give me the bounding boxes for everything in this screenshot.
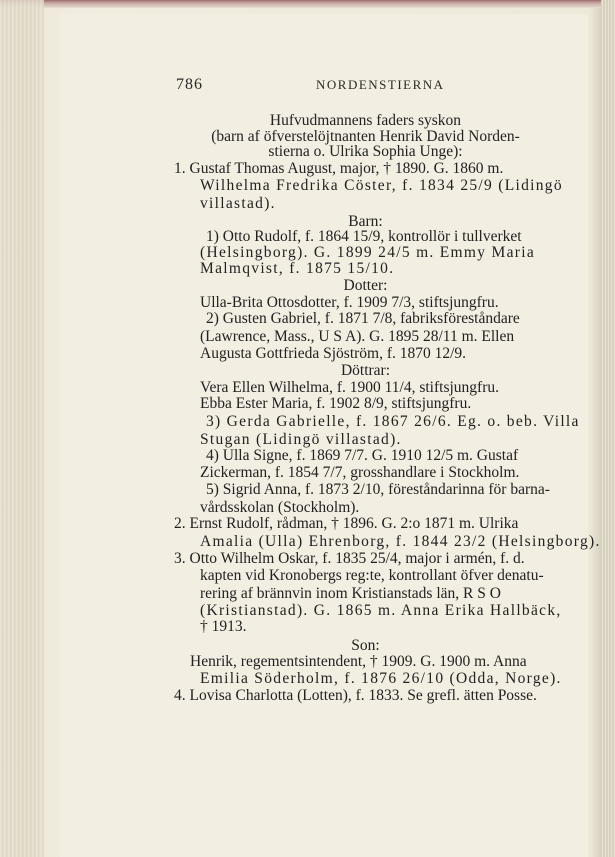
text-line: † 1913.: [200, 618, 247, 635]
text-line: villastad).: [200, 195, 276, 212]
text-line: 3. Otto Wilhelm Oskar, f. 1835 25/4, major i armén, f. d.: [174, 550, 525, 567]
text-line: Amalia (Ulla) Ehrenborg, f. 1844 23/2 (Helsingborg).: [200, 533, 601, 550]
text-line: 2. Ernst Rudolf, rådman, † 1896. G. 2:o 1871 m. Ulrika: [174, 515, 519, 532]
text-line: rering af brännvin inom Kristianstads län, R S O: [200, 585, 501, 602]
text-line: 1. Gustaf Thomas August, major, † 1890. G. 1860 m.: [174, 160, 504, 177]
text-line: 3) Gerda Gabrielle, f. 1867 26/6. Eg. o. beb. Villa: [206, 413, 580, 430]
text-line: Döttrar:: [340, 362, 391, 379]
text-line: Hufvudmannens faders syskon: [269, 112, 462, 129]
text-line: (Lawrence, Mass., U S A). G. 1895 28/11 m. Ellen: [200, 328, 515, 345]
text-line: (Helsingborg). G. 1899 24/5 m. Emmy Maria: [200, 244, 535, 261]
text-line: Ulla-Brita Ottosdotter, f. 1909 7/3, stiftsjungfru.: [200, 294, 499, 311]
text-line: 1) Otto Rudolf, f. 1864 15/9, kontrollör i tullverket: [206, 228, 522, 245]
text-line: Son:: [351, 637, 380, 654]
text-line: Dotter:: [343, 277, 388, 294]
text-line: Emilia Söderholm, f. 1876 26/10 (Odda, Norge).: [200, 670, 562, 687]
text-line: (Kristianstad). G. 1865 m. Anna Erika Hallbäck,: [200, 602, 562, 619]
text-line: Vera Ellen Wilhelma, f. 1900 11/4, stiftsjungfru.: [200, 379, 499, 396]
text-line: 4. Lovisa Charlotta (Lotten), f. 1833. Se grefl. ätten Posse.: [174, 687, 537, 704]
page-stack-right: [601, 0, 615, 857]
page-number: 786: [176, 76, 203, 93]
text-line: (barn af öfverstelöjtnanten Henrik David Norden-: [211, 128, 520, 145]
page-header: [176, 76, 576, 94]
text-line: 5) Sigrid Anna, f. 1873 2/10, föreståndarinna för barna-: [206, 481, 550, 498]
text-line: Barn:: [348, 213, 383, 230]
page-top-edge: [0, 0, 615, 8]
text-line: Wilhelma Fredrika Cöster, f. 1834 25/9 (Lidingö: [200, 177, 563, 194]
page-stack-left: [0, 0, 44, 857]
text-line: 2) Gusten Gabriel, f. 1871 7/8, fabriksföreståndare: [206, 310, 520, 327]
text-line: vårdsskolan (Stockholm).: [200, 499, 360, 516]
text-line: 4) Ulla Signe, f. 1869 7/7. G. 1910 12/5 m. Gustaf: [206, 447, 519, 464]
text-line: Ebba Ester Maria, f. 1902 8/9, stiftsjungfru.: [200, 395, 472, 412]
text-line: Malmqvist, f. 1875 15/10.: [200, 260, 395, 277]
text-line: Stugan (Lidingö villastad).: [200, 431, 402, 448]
text-line: Henrik, regementsintendent, † 1909. G. 1900 m. Anna: [190, 653, 527, 670]
text-line: Augusta Gottfrieda Sjöström, f. 1870 12/9.: [200, 345, 467, 362]
text-line: kapten vid Kronobergs reg:te, kontrollant öfver denatu-: [200, 567, 544, 584]
text-line: stierna o. Ulrika Sophia Unge):: [268, 143, 463, 160]
running-head: NORDENSTIERNA: [316, 77, 445, 92]
text-line: Zickerman, f. 1854 7/7, grosshandlare i Stockholm.: [200, 464, 520, 481]
